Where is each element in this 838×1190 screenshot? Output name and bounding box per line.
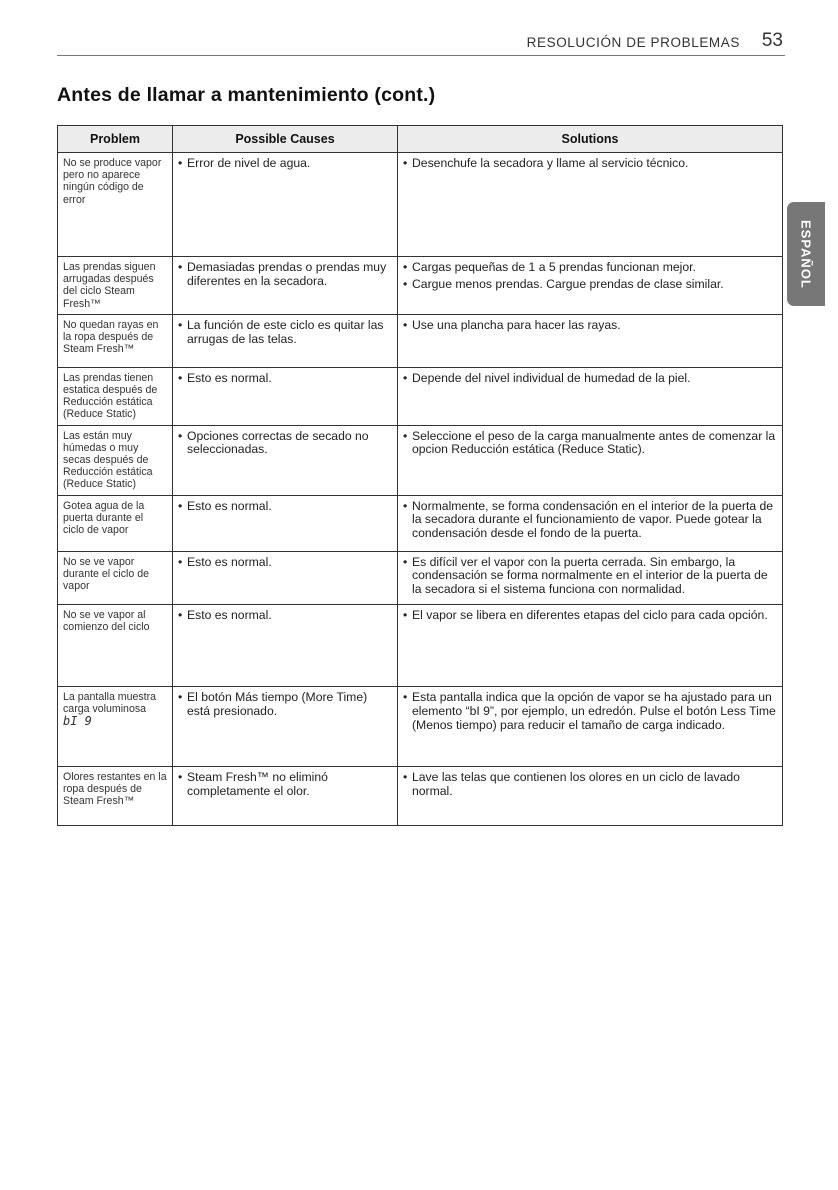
cause-cell xyxy=(173,153,398,257)
solution-cell xyxy=(398,257,783,315)
language-tab xyxy=(787,202,825,306)
solution-cell xyxy=(398,767,783,826)
cause-cell xyxy=(173,495,398,551)
table-row xyxy=(58,153,783,257)
cause-item: • Steam Fresh™ no eliminó completamente el olor. xyxy=(178,771,392,799)
solution-item: • Esta pantalla indica que la opción de vapor se ha ajustado para un elemento “bI 9”, por ejemplo, un edredón. Pulse el botón Less Time (Menos tiempo) para reducir el tamaño de carga indicado. xyxy=(403,691,777,732)
solution-item: • Normalmente, se forma condensación en el interior de la puerta de la secadora durante el funcionamiento de vapor. Puede gotear la condensación desde el fondo de la puerta. xyxy=(403,500,777,541)
header-rule xyxy=(57,55,785,56)
header-problem: Problem xyxy=(58,126,173,153)
cause-cell xyxy=(173,605,398,687)
cause-item: • La función de este ciclo es quitar las arrugas de las telas. xyxy=(178,319,392,347)
problem-cell: Gotea agua de la puerta durante el ciclo de vapor xyxy=(58,495,173,551)
cause-cell xyxy=(173,314,398,367)
cause-item: • Opciones correctas de secado no seleccionadas. xyxy=(178,430,392,458)
table-row xyxy=(58,767,783,826)
solution-cell xyxy=(398,425,783,495)
display-code: bI 9 xyxy=(63,714,92,729)
problem-cell: No se ve vapor durante el ciclo de vapor xyxy=(58,551,173,604)
cause-item: • Esto es normal. xyxy=(178,609,392,623)
cause-item: • El botón Más tiempo (More Time) está presionado. xyxy=(178,691,392,719)
cause-cell xyxy=(173,367,398,425)
cause-cell xyxy=(173,767,398,826)
solution-item: • Cargas pequeñas de 1 a 5 prendas funcionan mejor. xyxy=(403,261,777,275)
cause-item: • Esto es normal. xyxy=(178,500,392,514)
cause-cell xyxy=(173,687,398,767)
table-row xyxy=(58,605,783,687)
problem-cell: No se produce vapor pero no aparece ningún código de error xyxy=(58,153,173,257)
problem-cell: Olores restantes en la ropa después de Steam Fresh™ xyxy=(58,767,173,826)
problem-cell: No se ve vapor al comienzo del ciclo xyxy=(58,605,173,687)
table-row xyxy=(58,367,783,425)
table-row xyxy=(58,314,783,367)
solution-item: • Es difícil ver el vapor con la puerta cerrada. Sin embargo, la condensación se forma normalmente en el interior de la puerta de la secadora si el sistema funciona con normalidad. xyxy=(403,556,777,597)
section-heading: RESOLUCIÓN DE PROBLEMAS xyxy=(526,35,740,50)
problem-cell: Las prendas tienen estatica después de Reducción estática (Reduce Static) xyxy=(58,367,173,425)
solution-item: • Lave las telas que contienen los olores en un ciclo de lavado normal. xyxy=(403,771,777,799)
solution-cell xyxy=(398,551,783,604)
solution-item: • Depende del nivel individual de humedad de la piel. xyxy=(403,372,777,386)
solution-cell xyxy=(398,367,783,425)
cause-item: • Demasiadas prendas o prendas muy diferentes en la secadora. xyxy=(178,261,392,289)
solution-item: • Use una plancha para hacer las rayas. xyxy=(403,319,777,333)
cause-item: • Esto es normal. xyxy=(178,372,392,386)
solution-cell xyxy=(398,314,783,367)
cause-cell xyxy=(173,257,398,315)
solution-cell xyxy=(398,605,783,687)
header-causes: Possible Causes xyxy=(173,126,398,153)
table-header-row xyxy=(58,126,783,153)
page-number: 53 xyxy=(761,30,783,51)
header-solutions: Solutions xyxy=(398,126,783,153)
problem-cell xyxy=(58,687,173,767)
solution-cell xyxy=(398,153,783,257)
solution-item: • Seleccione el peso de la carga manualmente antes de comenzar la opcion Reducción estática (Reduce Static). xyxy=(403,430,777,458)
language-tab-label: ESPAÑOL xyxy=(798,219,814,289)
solution-item: • Cargue menos prendas. Cargue prendas de clase similar. xyxy=(403,278,777,292)
table-row xyxy=(58,687,783,767)
cause-item: • Error de nivel de agua. xyxy=(178,157,392,171)
table-row xyxy=(58,425,783,495)
cause-cell xyxy=(173,425,398,495)
page-title: Antes de llamar a mantenimiento (cont.) xyxy=(57,84,436,106)
table-row xyxy=(58,551,783,604)
problem-cell: No quedan rayas en la ropa después de Steam Fresh™ xyxy=(58,314,173,367)
problem-cell: Las están muy húmedas o muy secas después de Reducción estática (Reduce Static) xyxy=(58,425,173,495)
problem-cell: Las prendas siguen arrugadas después del ciclo Steam Fresh™ xyxy=(58,257,173,315)
cause-cell xyxy=(173,551,398,604)
problem-text: La pantalla muestra carga voluminosa xyxy=(63,691,157,716)
solution-cell xyxy=(398,495,783,551)
table-row xyxy=(58,257,783,315)
table-row xyxy=(58,495,783,551)
troubleshooting-table xyxy=(57,125,783,826)
solution-cell xyxy=(398,687,783,767)
solution-item: • El vapor se libera en diferentes etapas del ciclo para cada opción. xyxy=(403,609,777,623)
solution-item: • Desenchufe la secadora y llame al servicio técnico. xyxy=(403,157,777,171)
cause-item: • Esto es normal. xyxy=(178,556,392,570)
